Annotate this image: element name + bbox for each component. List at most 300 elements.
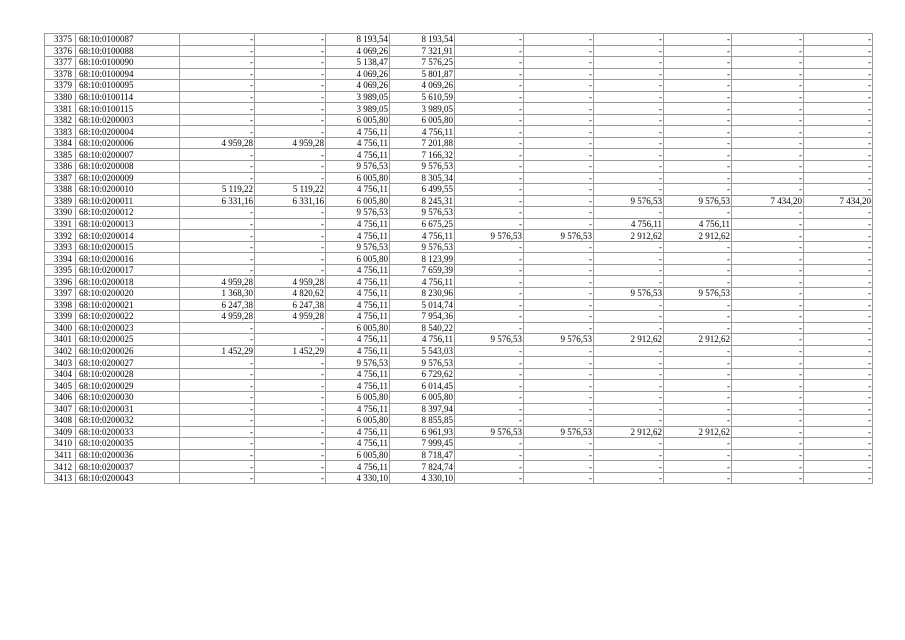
cadastral-number-cell: 68:10:0200008 [76, 161, 180, 173]
value-col-11-cell: - [732, 57, 804, 69]
value-col-12-cell: - [804, 299, 873, 311]
value-col-8-cell: - [524, 438, 594, 450]
row-number-cell: 3387 [45, 172, 76, 184]
value-col-9-cell: 2 912,62 [594, 334, 664, 346]
value-col-12-cell: - [804, 137, 873, 149]
table-row [45, 218, 873, 230]
table-row [45, 103, 873, 115]
value-col-7-cell: - [455, 103, 524, 115]
value-col-6-cell: 8 123,99 [390, 253, 455, 265]
value-col-5-cell: 6 005,80 [326, 172, 390, 184]
value-col-5-cell: 8 193,54 [326, 34, 390, 46]
row-number-cell: 3377 [45, 57, 76, 69]
value-col-12-cell: - [804, 230, 873, 242]
value-col-4-cell: - [255, 68, 326, 80]
value-col-7-cell: - [455, 80, 524, 92]
value-col-12-cell: - [804, 241, 873, 253]
value-col-8-cell: - [524, 207, 594, 219]
value-col-7-cell: - [455, 34, 524, 46]
value-col-12-cell: - [804, 253, 873, 265]
row-number-cell: 3382 [45, 114, 76, 126]
row-number-cell: 3408 [45, 415, 76, 427]
value-col-5-cell: 4 069,26 [326, 68, 390, 80]
value-col-4-cell: - [255, 438, 326, 450]
value-col-10-cell: - [664, 403, 732, 415]
row-number-cell: 3402 [45, 345, 76, 357]
value-col-9-cell: - [594, 34, 664, 46]
value-col-7-cell: 9 576,53 [455, 334, 524, 346]
table-row [45, 391, 873, 403]
value-col-11-cell: - [732, 161, 804, 173]
value-col-8-cell: - [524, 91, 594, 103]
value-col-3-cell: 4 959,28 [180, 137, 255, 149]
cadastral-number-cell: 68:10:0200009 [76, 172, 180, 184]
value-col-10-cell: - [664, 126, 732, 138]
value-col-3-cell: - [180, 253, 255, 265]
value-col-7-cell: - [455, 253, 524, 265]
value-col-4-cell: - [255, 230, 326, 242]
value-col-12-cell: - [804, 426, 873, 438]
value-col-4-cell: - [255, 34, 326, 46]
table-row [45, 80, 873, 92]
value-col-12-cell: - [804, 288, 873, 300]
value-col-12-cell: - [804, 438, 873, 450]
value-col-3-cell: - [180, 103, 255, 115]
value-col-5-cell: 4 756,11 [326, 426, 390, 438]
value-col-4-cell: - [255, 241, 326, 253]
cadastral-number-cell: 68:10:0200030 [76, 391, 180, 403]
value-col-6-cell: 4 756,11 [390, 276, 455, 288]
table-row [45, 230, 873, 242]
table-row [45, 449, 873, 461]
table-row [45, 34, 873, 46]
value-col-6-cell: 9 576,53 [390, 207, 455, 219]
table-row [45, 253, 873, 265]
value-col-6-cell: 4 756,11 [390, 126, 455, 138]
table-row [45, 334, 873, 346]
value-col-9-cell: - [594, 91, 664, 103]
value-col-3-cell: 1 452,29 [180, 345, 255, 357]
value-col-12-cell: - [804, 415, 873, 427]
value-col-8-cell: - [524, 357, 594, 369]
value-col-11-cell: - [732, 45, 804, 57]
value-col-6-cell: 7 321,91 [390, 45, 455, 57]
value-col-10-cell: - [664, 299, 732, 311]
value-col-3-cell: - [180, 34, 255, 46]
value-col-3-cell: 5 119,22 [180, 184, 255, 196]
value-col-3-cell: - [180, 449, 255, 461]
table-row [45, 184, 873, 196]
table-row [45, 68, 873, 80]
value-col-5-cell: 4 069,26 [326, 45, 390, 57]
value-col-4-cell: - [255, 391, 326, 403]
value-col-8-cell: - [524, 368, 594, 380]
table-row [45, 461, 873, 473]
value-col-3-cell: - [180, 241, 255, 253]
table-row [45, 276, 873, 288]
value-col-8-cell: - [524, 299, 594, 311]
value-col-8-cell: - [524, 311, 594, 323]
row-number-cell: 3386 [45, 161, 76, 173]
value-col-5-cell: 4 756,11 [326, 334, 390, 346]
value-col-6-cell: 9 576,53 [390, 161, 455, 173]
value-col-3-cell: - [180, 218, 255, 230]
value-col-5-cell: 3 989,05 [326, 103, 390, 115]
value-col-9-cell: - [594, 403, 664, 415]
value-col-12-cell: - [804, 322, 873, 334]
value-col-11-cell: - [732, 276, 804, 288]
row-number-cell: 3399 [45, 311, 76, 323]
value-col-6-cell: 8 540,22 [390, 322, 455, 334]
value-col-5-cell: 4 756,11 [326, 230, 390, 242]
value-col-4-cell: - [255, 57, 326, 69]
value-col-3-cell: 6 331,16 [180, 195, 255, 207]
value-col-5-cell: 4 756,11 [326, 276, 390, 288]
table-row [45, 207, 873, 219]
value-col-10-cell: - [664, 276, 732, 288]
data-table [44, 33, 873, 484]
value-col-9-cell: - [594, 80, 664, 92]
value-col-3-cell: - [180, 172, 255, 184]
value-col-11-cell: - [732, 253, 804, 265]
cadastral-number-cell: 68:10:0100095 [76, 80, 180, 92]
value-col-10-cell: - [664, 380, 732, 392]
value-col-11-cell: - [732, 184, 804, 196]
table-row [45, 57, 873, 69]
value-col-8-cell: 9 576,53 [524, 230, 594, 242]
value-col-4-cell: 1 452,29 [255, 345, 326, 357]
value-col-6-cell: 5 610,59 [390, 91, 455, 103]
value-col-3-cell: - [180, 57, 255, 69]
value-col-3-cell: - [180, 230, 255, 242]
value-col-7-cell: - [455, 68, 524, 80]
value-col-7-cell: - [455, 299, 524, 311]
table-row [45, 438, 873, 450]
value-col-11-cell: - [732, 311, 804, 323]
value-col-3-cell: - [180, 357, 255, 369]
cadastral-number-cell: 68:10:0100115 [76, 103, 180, 115]
value-col-7-cell: - [455, 368, 524, 380]
value-col-10-cell: - [664, 114, 732, 126]
value-col-5-cell: 4 756,11 [326, 299, 390, 311]
table-row [45, 45, 873, 57]
value-col-9-cell: - [594, 415, 664, 427]
value-col-10-cell: - [664, 253, 732, 265]
cadastral-number-cell: 68:10:0200013 [76, 218, 180, 230]
value-col-11-cell: - [732, 449, 804, 461]
value-col-11-cell: - [732, 438, 804, 450]
value-col-8-cell: - [524, 288, 594, 300]
value-col-4-cell: - [255, 91, 326, 103]
value-col-10-cell: - [664, 311, 732, 323]
table-row [45, 345, 873, 357]
value-col-6-cell: 8 230,96 [390, 288, 455, 300]
row-number-cell: 3400 [45, 322, 76, 334]
value-col-3-cell: - [180, 91, 255, 103]
cadastral-number-cell: 68:10:0200003 [76, 114, 180, 126]
value-col-8-cell: - [524, 57, 594, 69]
row-number-cell: 3406 [45, 391, 76, 403]
value-col-9-cell: 2 912,62 [594, 426, 664, 438]
value-col-12-cell: - [804, 172, 873, 184]
cadastral-number-cell: 68:10:0200029 [76, 380, 180, 392]
cadastral-number-cell: 68:10:0200006 [76, 137, 180, 149]
value-col-6-cell: 7 166,32 [390, 149, 455, 161]
value-col-8-cell: - [524, 380, 594, 392]
value-col-11-cell: - [732, 126, 804, 138]
value-col-9-cell: - [594, 322, 664, 334]
value-col-10-cell: - [664, 322, 732, 334]
cadastral-number-cell: 68:10:0200036 [76, 449, 180, 461]
value-col-3-cell: - [180, 114, 255, 126]
table-row [45, 288, 873, 300]
value-col-9-cell: - [594, 137, 664, 149]
value-col-5-cell: 4 756,11 [326, 461, 390, 473]
value-col-4-cell: - [255, 426, 326, 438]
table-row [45, 311, 873, 323]
value-col-5-cell: 4 756,11 [326, 264, 390, 276]
row-number-cell: 3383 [45, 126, 76, 138]
value-col-9-cell: - [594, 126, 664, 138]
cadastral-number-cell: 68:10:0100090 [76, 57, 180, 69]
value-col-3-cell: - [180, 415, 255, 427]
value-col-4-cell: - [255, 114, 326, 126]
value-col-11-cell: - [732, 299, 804, 311]
value-col-5-cell: 4 330,10 [326, 472, 390, 484]
value-col-9-cell: - [594, 45, 664, 57]
value-col-5-cell: 9 576,53 [326, 357, 390, 369]
value-col-10-cell: - [664, 91, 732, 103]
value-col-4-cell: - [255, 403, 326, 415]
value-col-5-cell: 4 756,11 [326, 438, 390, 450]
value-col-8-cell: - [524, 45, 594, 57]
cadastral-number-cell: 68:10:0200018 [76, 276, 180, 288]
row-number-cell: 3381 [45, 103, 76, 115]
value-col-12-cell: - [804, 391, 873, 403]
row-number-cell: 3392 [45, 230, 76, 242]
cadastral-number-cell: 68:10:0200012 [76, 207, 180, 219]
value-col-11-cell: - [732, 368, 804, 380]
cadastral-number-cell: 68:10:0200004 [76, 126, 180, 138]
row-number-cell: 3379 [45, 80, 76, 92]
value-col-6-cell: 6 961,93 [390, 426, 455, 438]
value-col-3-cell: - [180, 391, 255, 403]
value-col-9-cell: - [594, 311, 664, 323]
value-col-9-cell: 2 912,62 [594, 230, 664, 242]
value-col-5-cell: 4 756,11 [326, 345, 390, 357]
value-col-9-cell: - [594, 253, 664, 265]
row-number-cell: 3389 [45, 195, 76, 207]
value-col-3-cell: 1 368,30 [180, 288, 255, 300]
value-col-10-cell: - [664, 68, 732, 80]
value-col-12-cell: - [804, 449, 873, 461]
value-col-9-cell: - [594, 264, 664, 276]
row-number-cell: 3380 [45, 91, 76, 103]
value-col-6-cell: 7 824,74 [390, 461, 455, 473]
value-col-12-cell: - [804, 472, 873, 484]
value-col-9-cell: - [594, 68, 664, 80]
value-col-9-cell: - [594, 149, 664, 161]
value-col-8-cell: - [524, 345, 594, 357]
value-col-10-cell: - [664, 461, 732, 473]
value-col-3-cell: 6 247,38 [180, 299, 255, 311]
value-col-8-cell: - [524, 80, 594, 92]
value-col-8-cell: - [524, 126, 594, 138]
value-col-11-cell: - [732, 426, 804, 438]
value-col-4-cell: - [255, 45, 326, 57]
value-col-7-cell: - [455, 461, 524, 473]
cadastral-number-cell: 68:10:0200043 [76, 472, 180, 484]
value-col-3-cell: 4 959,28 [180, 311, 255, 323]
value-col-7-cell: - [455, 264, 524, 276]
value-col-11-cell: - [732, 391, 804, 403]
value-col-7-cell: - [455, 357, 524, 369]
cadastral-number-cell: 68:10:0200021 [76, 299, 180, 311]
value-col-5-cell: 4 756,11 [326, 126, 390, 138]
value-col-9-cell: - [594, 357, 664, 369]
value-col-6-cell: 6 005,80 [390, 391, 455, 403]
table-row [45, 241, 873, 253]
value-col-10-cell: - [664, 357, 732, 369]
row-number-cell: 3401 [45, 334, 76, 346]
value-col-11-cell: - [732, 415, 804, 427]
value-col-5-cell: 9 576,53 [326, 207, 390, 219]
value-col-8-cell: - [524, 103, 594, 115]
table-row [45, 426, 873, 438]
value-col-8-cell: - [524, 114, 594, 126]
cadastral-number-cell: 68:10:0200025 [76, 334, 180, 346]
value-col-7-cell: - [455, 195, 524, 207]
value-col-7-cell: - [455, 207, 524, 219]
value-col-8-cell: - [524, 322, 594, 334]
cadastral-number-cell: 68:10:0100087 [76, 34, 180, 46]
value-col-3-cell: - [180, 438, 255, 450]
value-col-9-cell: - [594, 184, 664, 196]
value-col-12-cell: - [804, 218, 873, 230]
value-col-8-cell: - [524, 276, 594, 288]
value-col-12-cell: - [804, 345, 873, 357]
table-row [45, 472, 873, 484]
cadastral-number-cell: 68:10:0100094 [76, 68, 180, 80]
value-col-11-cell: - [732, 334, 804, 346]
value-col-5-cell: 9 576,53 [326, 161, 390, 173]
value-col-6-cell: 9 576,53 [390, 241, 455, 253]
value-col-3-cell: - [180, 80, 255, 92]
value-col-9-cell: - [594, 368, 664, 380]
value-col-5-cell: 6 005,80 [326, 391, 390, 403]
value-col-4-cell: - [255, 415, 326, 427]
value-col-7-cell: - [455, 149, 524, 161]
cadastral-number-cell: 68:10:0200015 [76, 241, 180, 253]
value-col-4-cell: - [255, 461, 326, 473]
value-col-4-cell: - [255, 172, 326, 184]
value-col-7-cell: - [455, 45, 524, 57]
value-col-4-cell: - [255, 449, 326, 461]
cadastral-number-cell: 68:10:0200011 [76, 195, 180, 207]
value-col-12-cell: - [804, 68, 873, 80]
value-col-4-cell: - [255, 207, 326, 219]
value-col-8-cell: - [524, 149, 594, 161]
value-col-6-cell: 6 499,55 [390, 184, 455, 196]
value-col-3-cell: - [180, 126, 255, 138]
value-col-6-cell: 8 397,94 [390, 403, 455, 415]
value-col-10-cell: - [664, 207, 732, 219]
value-col-3-cell: - [180, 368, 255, 380]
row-number-cell: 3388 [45, 184, 76, 196]
cadastral-number-cell: 68:10:0200031 [76, 403, 180, 415]
table-row [45, 322, 873, 334]
value-col-9-cell: 9 576,53 [594, 195, 664, 207]
table-row [45, 264, 873, 276]
value-col-3-cell: - [180, 380, 255, 392]
value-col-3-cell: - [180, 322, 255, 334]
value-col-4-cell: - [255, 357, 326, 369]
value-col-6-cell: 8 245,31 [390, 195, 455, 207]
value-col-6-cell: 3 989,05 [390, 103, 455, 115]
value-col-12-cell: 7 434,20 [804, 195, 873, 207]
cadastral-number-cell: 68:10:0200023 [76, 322, 180, 334]
value-col-12-cell: - [804, 103, 873, 115]
value-col-8-cell: 9 576,53 [524, 334, 594, 346]
value-col-9-cell: - [594, 103, 664, 115]
value-col-10-cell: 2 912,62 [664, 426, 732, 438]
row-number-cell: 3407 [45, 403, 76, 415]
value-col-4-cell: 6 331,16 [255, 195, 326, 207]
value-col-7-cell: - [455, 415, 524, 427]
value-col-9-cell: - [594, 299, 664, 311]
value-col-10-cell: - [664, 415, 732, 427]
value-col-6-cell: 4 756,11 [390, 334, 455, 346]
cadastral-number-cell: 68:10:0200032 [76, 415, 180, 427]
value-col-10-cell: 2 912,62 [664, 334, 732, 346]
cadastral-number-cell: 68:10:0200027 [76, 357, 180, 369]
table-row [45, 161, 873, 173]
row-number-cell: 3390 [45, 207, 76, 219]
value-col-11-cell: - [732, 172, 804, 184]
value-col-4-cell: - [255, 253, 326, 265]
value-col-4-cell: - [255, 126, 326, 138]
value-col-7-cell: - [455, 91, 524, 103]
value-col-8-cell: - [524, 449, 594, 461]
value-col-11-cell: - [732, 322, 804, 334]
value-col-4-cell: - [255, 380, 326, 392]
value-col-9-cell: - [594, 391, 664, 403]
value-col-5-cell: 4 756,11 [326, 368, 390, 380]
value-col-12-cell: - [804, 403, 873, 415]
value-col-11-cell: - [732, 103, 804, 115]
value-col-7-cell: - [455, 184, 524, 196]
value-col-10-cell: - [664, 264, 732, 276]
value-col-10-cell: 9 576,53 [664, 195, 732, 207]
table-row [45, 380, 873, 392]
value-col-7-cell: - [455, 345, 524, 357]
value-col-6-cell: 7 659,39 [390, 264, 455, 276]
value-col-10-cell: - [664, 438, 732, 450]
value-col-4-cell: 4 959,28 [255, 311, 326, 323]
table-row [45, 114, 873, 126]
value-col-12-cell: - [804, 91, 873, 103]
value-col-5-cell: 6 005,80 [326, 415, 390, 427]
value-col-11-cell: - [732, 288, 804, 300]
value-col-9-cell: - [594, 449, 664, 461]
value-col-10-cell: - [664, 391, 732, 403]
value-col-3-cell: - [180, 149, 255, 161]
value-col-12-cell: - [804, 114, 873, 126]
value-col-6-cell: 8 718,47 [390, 449, 455, 461]
value-col-11-cell: - [732, 403, 804, 415]
value-col-5-cell: 4 756,11 [326, 137, 390, 149]
row-number-cell: 3396 [45, 276, 76, 288]
